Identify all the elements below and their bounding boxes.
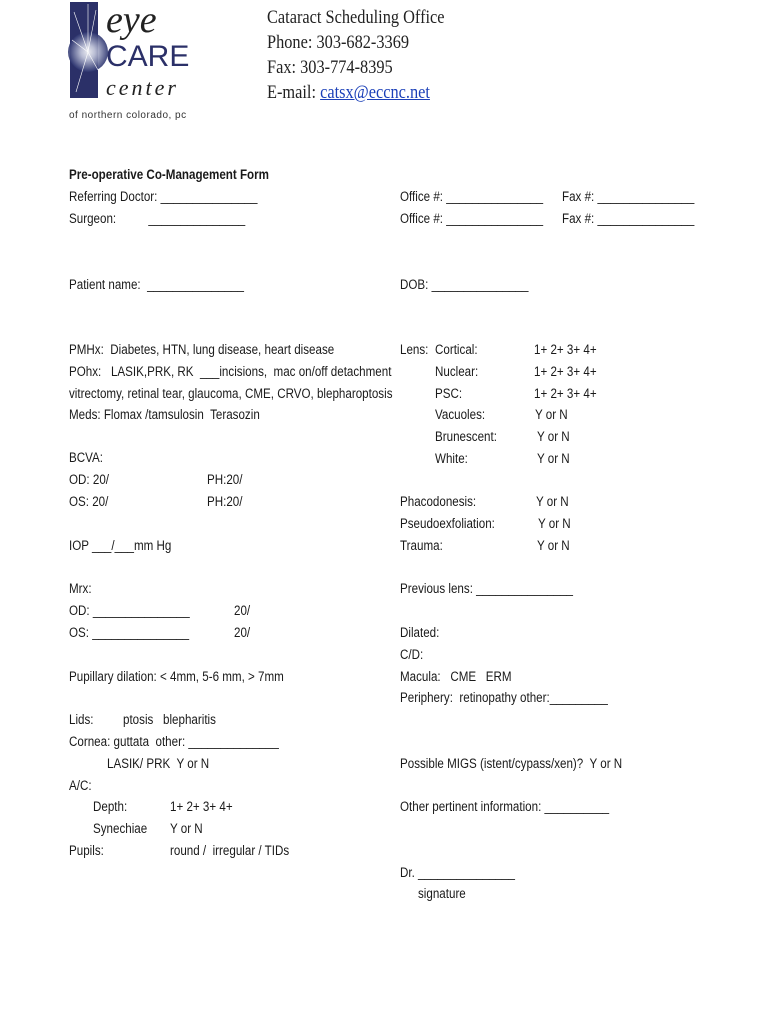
meds-line: Meds: Flomax /tamsulosin Terasozin [69,407,260,422]
migs-line: Possible MIGS (istent/cypass/xen)? Y or N [400,756,623,771]
bcva-od-ph[interactable]: PH:20/ [207,472,243,487]
exam-row-name: Pseudoexfoliation: [400,516,495,531]
mrx-label: Mrx: [69,581,92,596]
dilated-label: Dilated: [400,625,440,640]
lids-label: Lids: [69,712,94,727]
lens-row-options: 1+ 2+ 3+ 4+ [534,364,597,379]
exam-row-options: Y or N [538,516,571,531]
fax-number-field-1[interactable]: Fax #: _______________ [562,189,695,204]
surgeon-field[interactable]: Surgeon: _______________ [69,211,246,226]
lens-row-options: Y or N [535,407,568,422]
periphery-field[interactable]: Periphery: retinopathy other:_________ [400,690,608,705]
fax-number-field-2[interactable]: Fax #: _______________ [562,211,695,226]
email-label: E-mail: [267,82,321,103]
bcva-label: BCVA: [69,450,103,465]
lens-row-name: Cortical: [435,342,478,357]
bcva-os-ph[interactable]: PH:20/ [207,494,243,509]
cornea-line[interactable]: Cornea: guttata other: ______________ [69,734,279,749]
email-link[interactable]: catsx@eccnc.net [320,82,430,103]
office-name: Cataract Scheduling Office [267,7,445,28]
lens-row-options: Y or N [537,429,570,444]
office-phone: Phone: 303-682-3369 [267,32,410,53]
lens-row-name: Brunescent: [435,429,497,444]
signature-label: signature [418,886,466,901]
exam-row-name: Phacodonesis: [400,494,477,509]
bcva-od[interactable]: OD: 20/ [69,472,110,487]
bcva-os[interactable]: OS: 20/ [69,494,109,509]
doctor-signature-field[interactable]: Dr. _______________ [400,865,515,880]
dob-field[interactable]: DOB: _______________ [400,277,529,292]
mrx-os-acuity[interactable]: 20/ [234,625,251,640]
lens-row-name: White: [435,451,468,466]
svg-text:of northern colorado, pc: of northern colorado, pc [69,110,187,121]
previous-lens-field[interactable]: Previous lens: _______________ [400,581,574,596]
lens-row-options: Y or N [537,451,570,466]
svg-text:center: center [106,75,179,100]
lens-row-options: 1+ 2+ 3+ 4+ [534,342,597,357]
patient-name-field[interactable]: Patient name: _______________ [69,277,244,292]
mrx-os-field[interactable]: OS: _______________ [69,625,190,640]
office-fax: Fax: 303-774-8395 [267,57,393,78]
pupils-label: Pupils: [69,843,104,858]
pupils-options: round / irregular / TIDs [170,843,290,858]
svg-text:CARE: CARE [106,40,190,73]
mrx-od-field[interactable]: OD: _______________ [69,603,190,618]
office-email-line [267,81,430,105]
pmhx-line: PMHx: Diabetes, HTN, lung disease, heart disease [69,342,335,357]
lens-row-name: Vacuoles: [435,407,486,422]
eye-care-center-logo [66,0,206,125]
cd-label: C/D: [400,647,424,662]
exam-row-options: Y or N [536,494,569,509]
office-number-field-1[interactable]: Office #: _______________ [400,189,544,204]
iop-field[interactable]: IOP ___/___mm Hg [69,538,172,553]
exam-row-name: Trauma: [400,538,443,553]
pupillary-dilation-line: Pupillary dilation: < 4mm, 5-6 mm, > 7mm [69,669,284,684]
lens-row-name: PSC: [435,386,463,401]
synechiae-label: Synechiae [93,821,148,836]
mrx-od-acuity[interactable]: 20/ [234,603,251,618]
other-info-field[interactable]: Other pertinent information: __________ [400,799,610,814]
lens-label: Lens: [400,342,429,357]
depth-label: Depth: [93,799,128,814]
office-number-field-2[interactable]: Office #: _______________ [400,211,544,226]
svg-text:eye: eye [106,0,157,41]
macula-line: Macula: CME ERM [400,669,512,684]
cornea-lasik-line: LASIK/ PRK Y or N [107,756,210,771]
depth-options: 1+ 2+ 3+ 4+ [170,799,233,814]
pohx-line-2: vitrectomy, retinal tear, glaucoma, CME, CRVO, blepharoptosis [69,386,393,401]
form-title: Pre-operative Co-Management Form [69,167,269,182]
ac-label: A/C: [69,778,92,793]
pohx-line: POhx: LASIK,PRK, RK ___incisions, mac on/off detachment [69,364,392,379]
exam-row-options: Y or N [537,538,570,553]
lens-row-options: 1+ 2+ 3+ 4+ [534,386,597,401]
lids-options: ptosis blepharitis [123,712,216,727]
referring-doctor-field[interactable]: Referring Doctor: _______________ [69,189,258,204]
lens-row-name: Nuclear: [435,364,479,379]
synechiae-options: Y or N [170,821,203,836]
